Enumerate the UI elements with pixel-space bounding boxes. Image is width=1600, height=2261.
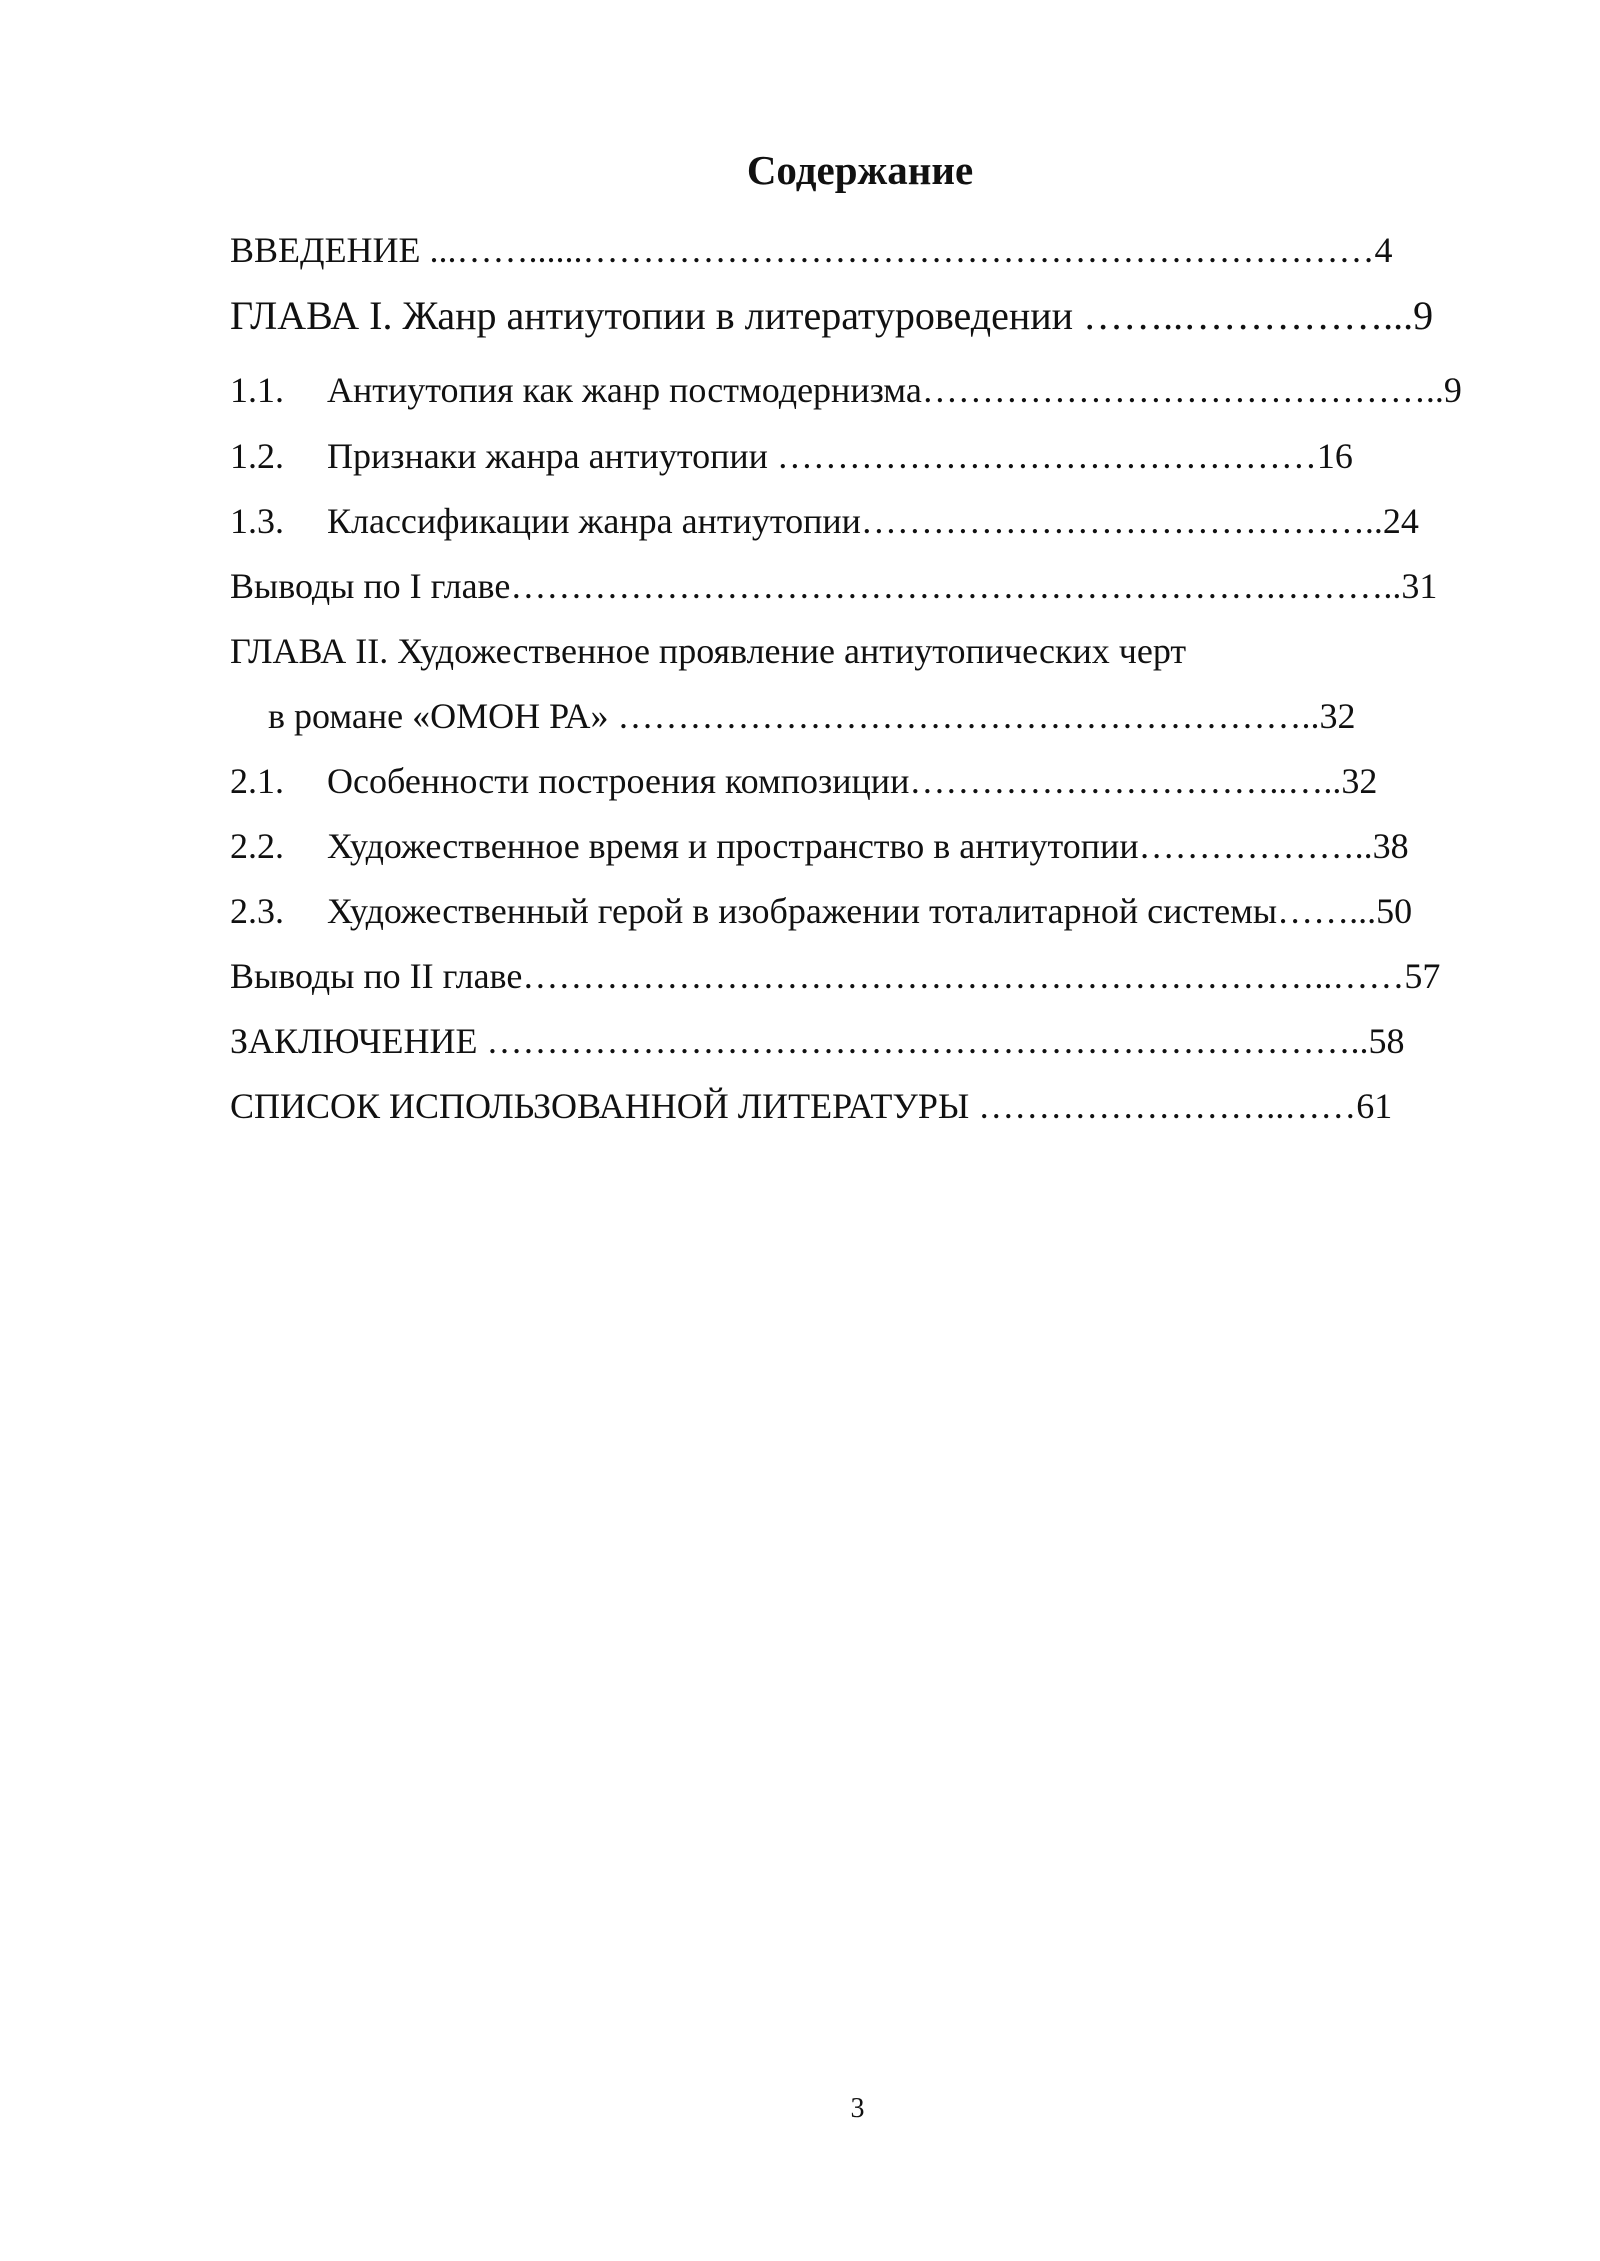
toc-entry-text: Выводы по I главе	[230, 566, 511, 606]
toc-page-number: 58	[1368, 1021, 1405, 1061]
toc-page-number: 16	[1316, 436, 1353, 476]
toc-entry-conclusions-chapter-2	[230, 958, 1440, 994]
toc-entry-conclusion	[230, 1023, 1404, 1059]
toc-title: Содержание	[746, 147, 974, 193]
toc-entry-introduction	[230, 232, 1393, 268]
toc-leader-dots: ……...	[1277, 891, 1377, 931]
toc-section-number: 1.3.	[230, 501, 284, 541]
toc-entry-chapter-1	[230, 293, 1434, 338]
toc-entry-section-2-3	[230, 893, 1412, 929]
toc-leader-dots: ……………………..……	[978, 1086, 1357, 1126]
toc-leader-dots: …………………………………………………..	[617, 696, 1320, 736]
toc-leader-dots: ………………..	[1138, 826, 1373, 866]
toc-leader-dots: ………………………………………	[776, 436, 1317, 476]
toc-entry-text: ГЛАВА II. Художественное проявление антиутопических черт	[230, 631, 1187, 671]
toc-entry-text: ВВЕДЕНИЕ	[230, 230, 430, 270]
toc-section-number: 1.2.	[230, 436, 284, 476]
toc-section-number: 2.3.	[230, 891, 284, 931]
toc-entry-section-1-2	[230, 438, 1353, 474]
toc-leader-dots: ...……......…………………………………………………………	[429, 230, 1375, 270]
toc-section-number: 1.1.	[230, 370, 284, 410]
toc-page-number: 31	[1401, 566, 1438, 606]
toc-entry-text: Антиутопия как жанр постмодернизма	[327, 370, 922, 410]
page-footer-number: 3	[850, 2093, 865, 2124]
toc-page-number: 4	[1374, 230, 1393, 270]
toc-entry-section-2-2	[230, 828, 1409, 864]
toc-entry-text: Художественное время и пространство в антиутопии	[327, 826, 1139, 866]
toc-entry-text: ЗАКЛЮЧЕНИЕ	[230, 1021, 487, 1061]
toc-leader-dots: ……………………………………………………….………..	[510, 566, 1402, 606]
toc-page-number: 32	[1319, 696, 1356, 736]
toc-leader-dots: ……………………………………..	[860, 501, 1383, 541]
toc-page-number: 57	[1404, 956, 1441, 996]
toc-entry-text: СПИСОК ИСПОЛЬЗОВАННОЙ ЛИТЕРАТУРЫ	[230, 1086, 979, 1126]
toc-entry-text: Особенности построения композиции	[327, 761, 910, 801]
toc-entry-text: Выводы по II главе	[230, 956, 523, 996]
toc-page-number: 32	[1341, 761, 1378, 801]
toc-leader-dots: …………………………………………………………..……	[522, 956, 1405, 996]
toc-leader-dots: ……………………………………..	[921, 370, 1444, 410]
toc-leader-dots: …………………………..…..	[909, 761, 1342, 801]
toc-leader-dots: ………………………………………………………………..	[486, 1021, 1369, 1061]
toc-entry-chapter-2-line-2	[268, 698, 1356, 734]
toc-entry-text: Классификации жанра антиутопии	[327, 501, 861, 541]
toc-page-number: 9	[1443, 370, 1462, 410]
toc-leader-dots: ……..……………...	[1083, 293, 1414, 338]
toc-entry-conclusions-chapter-1	[230, 568, 1437, 604]
toc-page-number: 38	[1372, 826, 1409, 866]
toc-entry-text: ГЛАВА I. Жанр антиутопии в литературоведении	[230, 293, 1084, 338]
toc-entry-text: в романе «ОМОН РА»	[268, 696, 618, 736]
toc-page-number: 24	[1382, 501, 1419, 541]
toc-page-number: 61	[1356, 1086, 1393, 1126]
toc-section-number: 2.1.	[230, 761, 284, 801]
toc-page-number: 9	[1413, 293, 1434, 338]
toc-section-number: 2.2.	[230, 826, 284, 866]
toc-page-number: 50	[1376, 891, 1413, 931]
toc-entry-references	[230, 1088, 1392, 1124]
toc-entry-text: Признаки жанра антиутопии	[327, 436, 777, 476]
toc-entry-section-1-3	[230, 503, 1419, 539]
toc-entry-section-2-1	[230, 763, 1377, 799]
toc-entry-section-1-1	[230, 372, 1462, 408]
toc-entry-chapter-2-line-1	[230, 633, 1186, 669]
toc-entry-text: Художественный герой в изображении тоталитарной системы	[327, 891, 1278, 931]
